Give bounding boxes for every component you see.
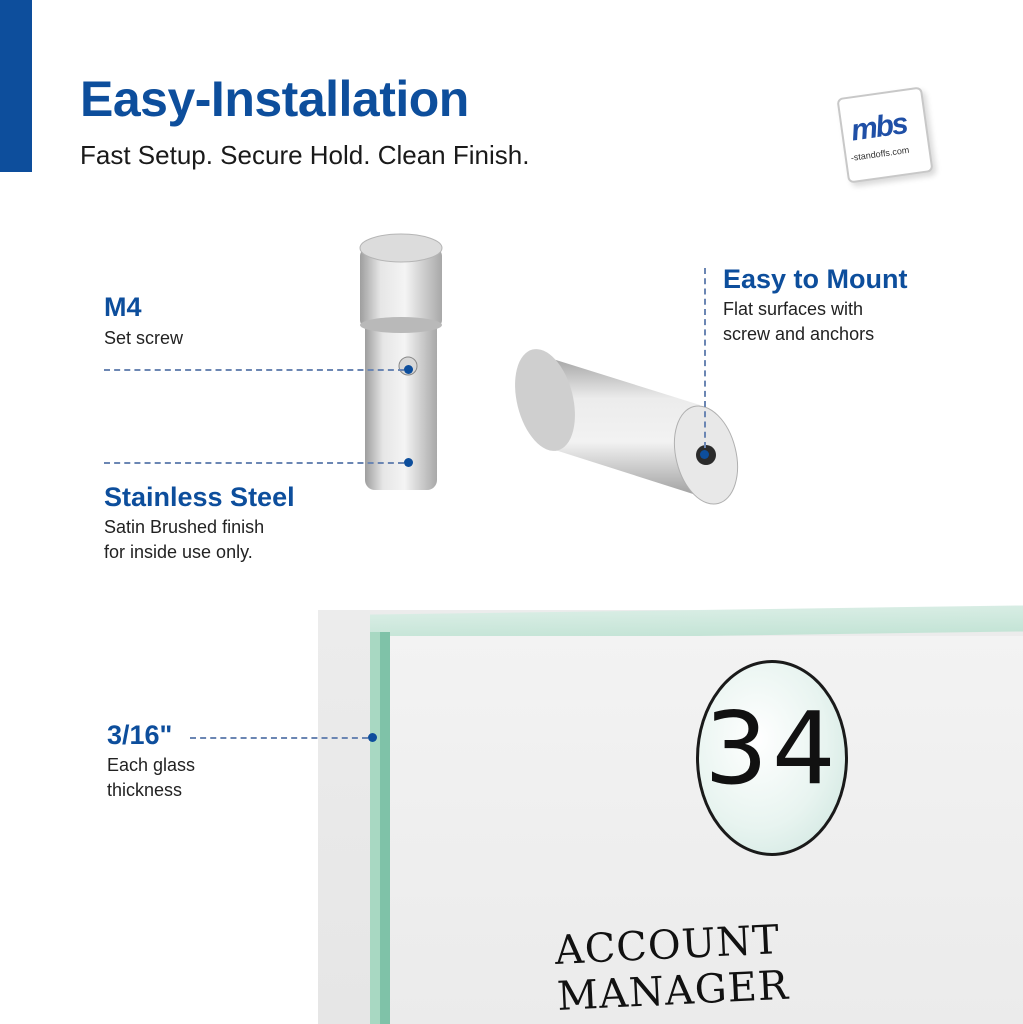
- mounting-text: Flat surfaces with screw and anchors: [723, 299, 875, 344]
- mounting-heading: Easy to Mount: [723, 264, 908, 294]
- glass-heading: 3/16": [107, 720, 173, 750]
- glass-marker: [368, 733, 377, 742]
- set-screw-heading: M4: [104, 292, 142, 322]
- role-title: ACCOUNT MANAGER: [553, 917, 790, 1020]
- glass-text: Each glass thickness: [107, 755, 196, 800]
- material-marker: [404, 458, 413, 467]
- horizontal-standoff: [505, 343, 747, 511]
- glass-leader: [190, 737, 368, 739]
- set-screw-leader: [104, 369, 404, 371]
- mounting-marker: [700, 450, 709, 459]
- material-text: Satin Brushed finish for inside use only.: [104, 517, 265, 562]
- material-leader: [104, 462, 404, 464]
- set-screw-text: Set screw: [104, 328, 184, 348]
- set-screw-marker: [404, 365, 413, 374]
- logo-mark: mbs: [848, 107, 909, 148]
- room-number: 34: [704, 690, 840, 807]
- vertical-standoff: [360, 234, 442, 490]
- glass-edge-front: [370, 632, 380, 1024]
- material-heading: Stainless Steel: [104, 482, 295, 512]
- page-title: Easy-Installation: [80, 71, 469, 127]
- logo-site: -standoffs.com: [850, 144, 910, 163]
- page-subtitle: Fast Setup. Secure Hold. Clean Finish.: [80, 140, 530, 170]
- mounting-leader: [704, 268, 706, 448]
- glass-edge-back: [380, 632, 390, 1024]
